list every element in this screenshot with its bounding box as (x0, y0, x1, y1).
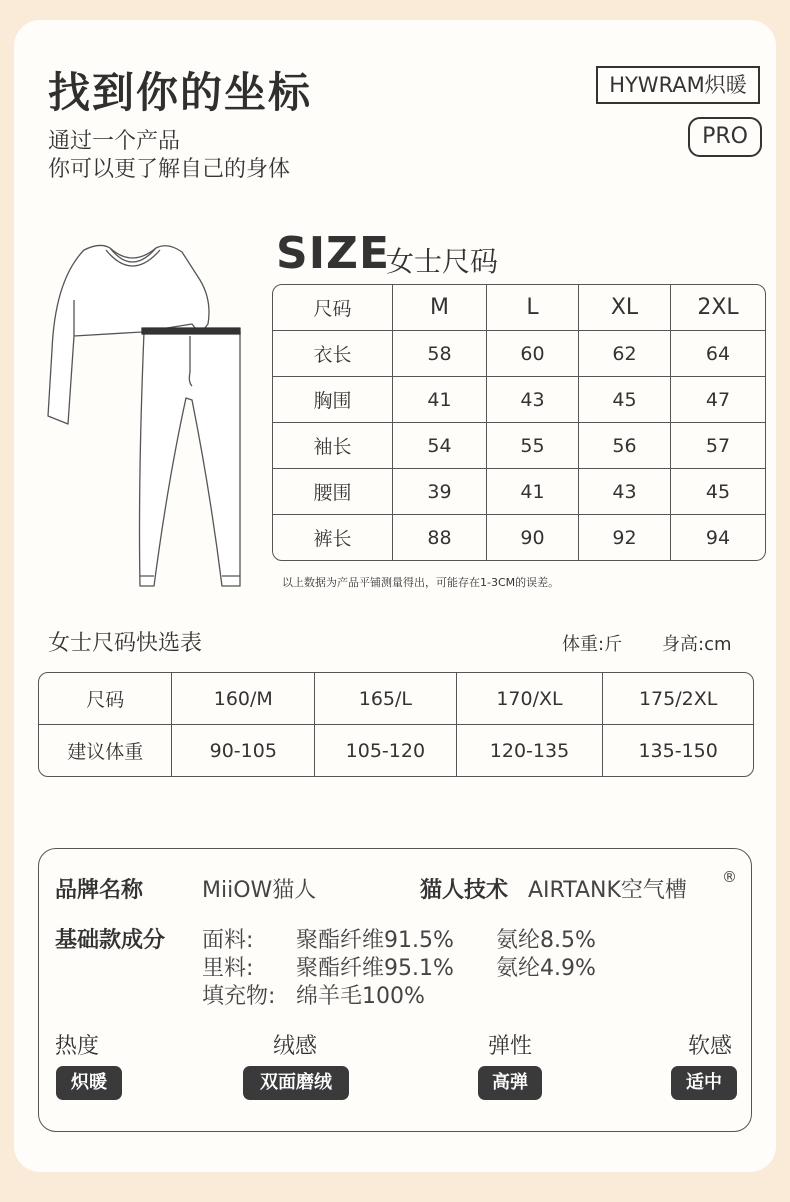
feature-heat-label: 热度 (55, 1034, 100, 1059)
table-cell: 105-120 (315, 725, 457, 776)
table-cell: 88 (393, 515, 487, 560)
table-row (273, 469, 765, 515)
table-cell: 41 (393, 377, 487, 423)
table-cell: 41 (487, 469, 579, 515)
table-cell: 92 (579, 515, 671, 560)
table-cell: 135-150 (638, 739, 718, 762)
table-cell: 165/L (315, 673, 457, 725)
table-header-cell: 尺码 (39, 673, 172, 725)
page-title: 找到你的坐标 (48, 68, 313, 117)
size-heading-cn: 女士尺码 (386, 245, 499, 278)
size-table (272, 284, 766, 561)
table-header-cell: M (393, 285, 487, 331)
brand-name-label: 品牌名称 (55, 878, 144, 903)
fabric-value-1: 聚酯纤维91.5% (296, 928, 454, 953)
table-header-cell: 2XL (671, 285, 765, 331)
table-cell: 160/M (172, 673, 315, 725)
quick-select-title: 女士尺码快选表 (48, 631, 203, 656)
thermal-set-illustration-icon (22, 240, 252, 590)
table-cell: 170/XL (457, 673, 604, 725)
composition-label: 基础款成分 (55, 928, 166, 953)
table-row (39, 725, 753, 776)
feature-elasticity-label: 弹性 (488, 1034, 533, 1059)
tech-label: 猫人技术 (420, 878, 509, 903)
row-label: 衣长 (273, 331, 393, 377)
table-row (273, 285, 765, 331)
table-cell: 64 (671, 331, 765, 377)
table-row (39, 673, 753, 725)
height-unit-label: 身高:cm (662, 634, 732, 655)
table-row (273, 331, 765, 377)
table-row (273, 377, 765, 423)
subtitle-line-2: 你可以更了解自己的身体 (48, 157, 291, 182)
table-cell: 56 (579, 423, 671, 469)
fabric-label: 面料: (202, 928, 254, 953)
quick-select-table (38, 672, 754, 777)
table-header-cell: XL (579, 285, 671, 331)
feature-fleece-tag: 双面磨绒 (243, 1066, 349, 1100)
brand-name-value: MiiOW猫人 (202, 878, 317, 903)
table-header-cell: L (487, 285, 579, 331)
table-cell: 45 (671, 469, 765, 515)
table-cell: 60 (487, 331, 579, 377)
table-cell: 58 (393, 331, 487, 377)
table-cell: 94 (705, 526, 731, 549)
feature-softness-label: 软感 (688, 1034, 733, 1059)
lining-label: 里料: (202, 956, 254, 981)
table-cell: 43 (579, 469, 671, 515)
measurement-note: 以上数据为产品平铺测量得出，可能存在1-3CM的误差。 (282, 576, 560, 589)
table-cell: 57 (671, 423, 765, 469)
lining-value-2: 氨纶4.9% (496, 956, 596, 981)
table-cell: 120-135 (457, 725, 604, 776)
row-label: 袖长 (273, 423, 393, 469)
row-label: 胸围 (273, 377, 393, 423)
registered-mark: ® (722, 868, 737, 886)
fabric-value-2: 氨纶8.5% (496, 928, 596, 953)
table-header-cell: 尺码 (273, 285, 393, 331)
filling-value: 绵羊毛100% (296, 984, 425, 1009)
feature-elasticity-tag: 高弹 (478, 1066, 542, 1100)
feature-softness-tag: 适中 (671, 1066, 737, 1100)
table-cell: 39 (393, 469, 487, 515)
table-cell: 45 (579, 377, 671, 423)
tech-value: AIRTANK空气槽 (528, 878, 687, 903)
weight-unit-label: 体重:斤 (562, 634, 623, 655)
feature-fleece-label: 绒感 (273, 1034, 318, 1059)
filling-label: 填充物: (202, 984, 276, 1009)
brand-badge: HYWRAM炽暖 (596, 66, 760, 104)
pro-badge: PRO (688, 117, 762, 157)
table-cell: 90-105 (172, 725, 315, 776)
table-cell: 47 (671, 377, 765, 423)
table-cell: 90 (487, 515, 579, 560)
table-cell: 55 (487, 423, 579, 469)
feature-heat-tag: 炽暖 (56, 1066, 122, 1100)
table-cell: 175/2XL (603, 673, 753, 725)
table-cell: 43 (487, 377, 579, 423)
row-label: 腰围 (273, 469, 393, 515)
lining-value-1: 聚酯纤维95.1% (296, 956, 454, 981)
table-cell: 54 (393, 423, 487, 469)
subtitle-line-1: 通过一个产品 (48, 129, 181, 154)
table-cell: 62 (579, 331, 671, 377)
table-row (273, 515, 765, 560)
row-label: 裤长 (273, 515, 393, 560)
size-heading: SIZE (276, 228, 391, 279)
table-header-cell: 建议体重 (39, 725, 172, 776)
table-row (273, 423, 765, 469)
